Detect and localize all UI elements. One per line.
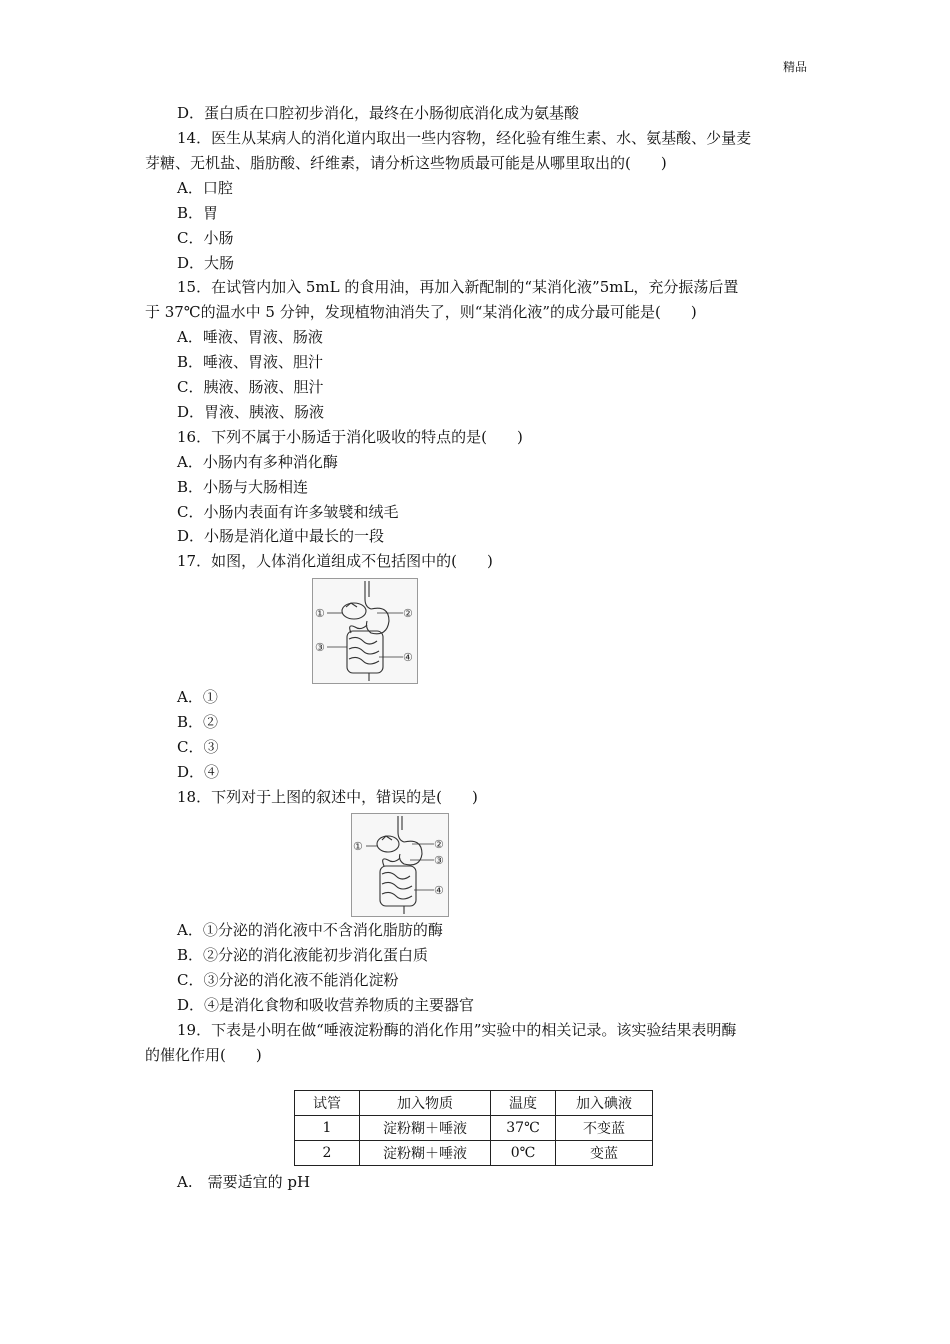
figure2-label-2: ② — [434, 838, 444, 851]
q15-option-d: D．胃液、胰液、肠液 — [177, 403, 325, 421]
q16-option-b: B．小肠与大肠相连 — [177, 478, 309, 496]
q15-stem-line1: 15．在试管内加入 5mL 的食用油，再加入新配制的“某消化液”5mL，充分振荡后置 — [177, 278, 739, 296]
table-cell: 淀粉糊＋唾液 — [360, 1141, 491, 1166]
q17-option-d: D．④ — [177, 763, 220, 781]
figure2-label-3: ③ — [434, 854, 444, 867]
q19-option-a: A. 需要适宜的 pH — [177, 1173, 311, 1191]
table-header-cell: 试管 — [295, 1091, 360, 1116]
table-cell: 37℃ — [491, 1116, 556, 1141]
q17-option-b: B．② — [177, 713, 219, 731]
table-header-cell: 加入物质 — [360, 1091, 491, 1116]
table-row — [295, 1141, 653, 1166]
q15-option-a: A．唾液、胃液、肠液 — [177, 328, 323, 346]
q17-option-a: A．① — [177, 688, 218, 706]
q14-option-d: D．大肠 — [177, 254, 235, 272]
table-cell: 淀粉糊＋唾液 — [360, 1116, 491, 1141]
table-header-cell: 加入碘液 — [556, 1091, 653, 1116]
table-cell: 变蓝 — [556, 1141, 653, 1166]
figure2-label-1: ① — [353, 840, 363, 853]
q15-stem-line2: 于 37℃的温水中 5 分钟，发现植物油消失了，则“某消化液”的成分最可能是( ) — [145, 303, 697, 321]
q18-option-c: C．③分泌的消化液不能消化淀粉 — [177, 971, 399, 989]
q18-option-d: D．④是消化食物和吸收营养物质的主要器官 — [177, 996, 475, 1014]
figure1-label-2: ② — [403, 607, 413, 620]
q16-option-c: C．小肠内表面有许多皱襞和绒毛 — [177, 503, 399, 521]
q15-option-b: B．唾液、胃液、胆汁 — [177, 353, 324, 371]
q17-option-c: C．③ — [177, 738, 219, 756]
q16-option-a: A．小肠内有多种消化酶 — [177, 453, 338, 471]
q14-stem-line1: 14．医生从某病人的消化道内取出一些内容物，经化验有维生素、水、氨基酸、少量麦 — [177, 129, 752, 147]
q14-stem-line2: 芽糖、无机盐、脂肪酸、纤维素，请分析这些物质最可能是从哪里取出的( ) — [145, 154, 667, 172]
table-cell: 1 — [295, 1116, 360, 1141]
table-cell: 不变蓝 — [556, 1116, 653, 1141]
table-row — [295, 1116, 653, 1141]
q18-option-b: B．②分泌的消化液能初步消化蛋白质 — [177, 946, 429, 964]
figure1-label-1: ① — [315, 607, 325, 620]
figure2-label-4: ④ — [434, 884, 444, 897]
digestive-system-figure-1 — [312, 578, 418, 684]
digestive-system-figure-2 — [351, 813, 449, 917]
q15-option-c: C．胰液、肠液、胆汁 — [177, 378, 324, 396]
page-header-label: 精品 — [783, 60, 808, 74]
experiment-table — [294, 1090, 653, 1166]
table-cell: 2 — [295, 1141, 360, 1166]
q17-stem: 17．如图，人体消化道组成不包括图中的( ) — [177, 552, 493, 570]
digestive-system-diagram — [313, 579, 417, 683]
figure1-label-3: ③ — [315, 641, 325, 654]
q18-stem: 18．下列对于上图的叙述中，错误的是( ) — [177, 788, 478, 806]
q14-option-b: B．胃 — [177, 204, 219, 222]
digestive-system-diagram-2 — [352, 814, 448, 916]
q19-stem-line2: 的催化作用( ) — [145, 1046, 262, 1064]
q16-option-d: D．小肠是消化道中最长的一段 — [177, 527, 385, 545]
q14-option-a: A．口腔 — [177, 179, 233, 197]
q18-option-a: A．①分泌的消化液中不含消化脂肪的酶 — [177, 921, 443, 939]
figure1-label-4: ④ — [403, 651, 413, 664]
q16-stem: 16．下列不属于小肠适于消化吸收的特点的是( ) — [177, 428, 523, 446]
table-header-cell: 温度 — [491, 1091, 556, 1116]
q19-stem-line1: 19．下表是小明在做“唾液淀粉酶的消化作用”实验中的相关记录。该实验结果表明酶 — [177, 1021, 737, 1039]
table-header-row — [295, 1091, 653, 1116]
q13-option-d: D．蛋白质在口腔初步消化，最终在小肠彻底消化成为氨基酸 — [177, 104, 580, 122]
table-cell: 0℃ — [491, 1141, 556, 1166]
q14-option-c: C．小肠 — [177, 229, 234, 247]
